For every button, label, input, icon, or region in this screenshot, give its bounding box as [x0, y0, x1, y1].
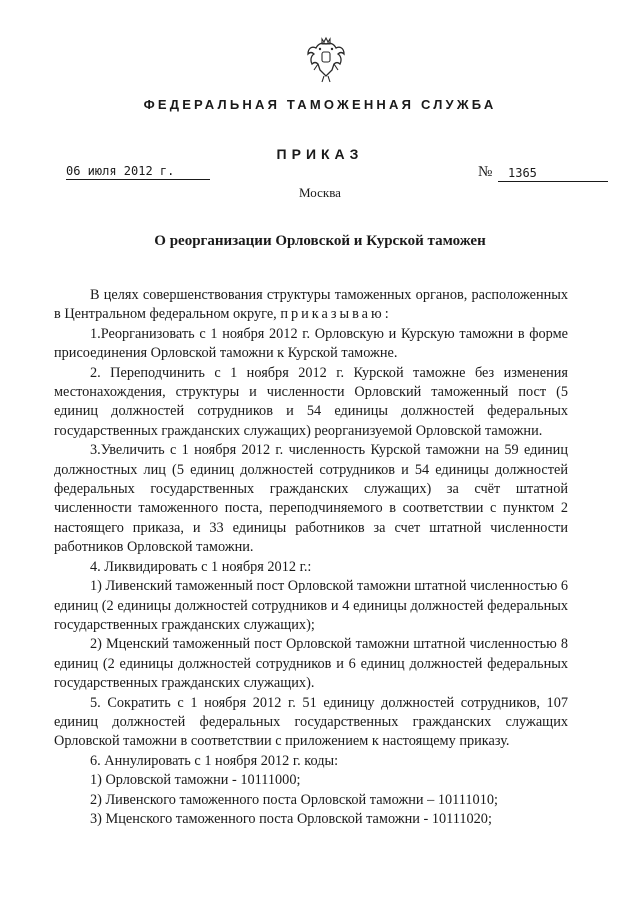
paragraph-6-item-3: 3) Мценского таможенного поста Орловской таможни - 10111020; [90, 810, 492, 827]
paragraph-2: 2. Переподчинить с 1 ноября 2012 г. Курской таможне без изменения местонахождения, структуры и численности Орловский таможенный пост (5 единиц должностей сотрудников и 54 единицы должностей федеральных государственных гражданских служащих) реорганизуемой Орловской таможни. [54, 364, 568, 439]
order-number: 1365 [498, 166, 608, 182]
paragraph-4-item-1: 1) Ливенский таможенный пост Орловской таможни штатной численностью 6 единиц (2 единицы должностей сотрудников и 4 единицы должностей федеральных государственных гражданских служащих); [54, 578, 568, 633]
order-number-label: № [478, 164, 493, 180]
double-headed-eagle-emblem-icon [306, 36, 346, 86]
paragraph-1: 1.Реорганизовать с 1 ноября 2012 г. Орловскую и Курскую таможни в форме присоединения Орловской таможни к Курской таможне. [54, 325, 568, 362]
paragraph-4: 4. Ликвидировать с 1 ноября 2012 г.: [90, 558, 312, 575]
paragraph-6-item-1: 1) Орловской таможни - 10111000; [90, 772, 301, 789]
paragraph-3: 3.Увеличить с 1 ноября 2012 г. численность Курской таможни на 59 единиц должностных лиц (5 единиц должностей сотрудников и 54 единицы должностей федеральных государственных гражданских служащих) за счёт штатной численности таможенного поста, переподчиняемого в соответствии с пунктом 2 настоящего приказа, и 33 единицы работников за счет штатной численности работников Орловской таможни. [54, 442, 568, 556]
order-subject: О реорганизации Орловской и Курской таможен [154, 233, 486, 249]
paragraph-6: 6. Аннулировать с 1 ноября 2012 г. коды: [90, 752, 339, 769]
order-body [54, 286, 568, 829]
preamble-text: В целях совершенствования структуры таможенных органов, расположенных в Центральном федеральном округе, [54, 287, 568, 323]
paragraph-6-item-2: 2) Ливенского таможенного поста Орловской таможни – 10111010; [90, 791, 498, 808]
paragraph-5: 5. Сократить с 1 ноября 2012 г. 51 единицу должностей сотрудников, 107 единиц должностей федеральных государственных гражданских служащих Орловской таможни в соответствии с приложением к настоящему приказу. [54, 694, 568, 750]
order-date: 06 июля 2012 г. [66, 164, 210, 180]
paragraph-4-item-2: 2) Мценский таможенный пост Орловской таможни штатной численностью 8 единиц (2 единицы должностей сотрудников и 6 единиц должностей федеральных государственных гражданских служащих). [54, 636, 568, 692]
city: Москва [299, 185, 341, 200]
preamble [54, 286, 568, 325]
preamble-decree: приказываю: [280, 306, 392, 323]
document-type-title: ПРИКАЗ [276, 146, 364, 162]
organization-name: ФЕДЕРАЛЬНАЯ ТАМОЖЕННАЯ СЛУЖБА [143, 97, 497, 112]
